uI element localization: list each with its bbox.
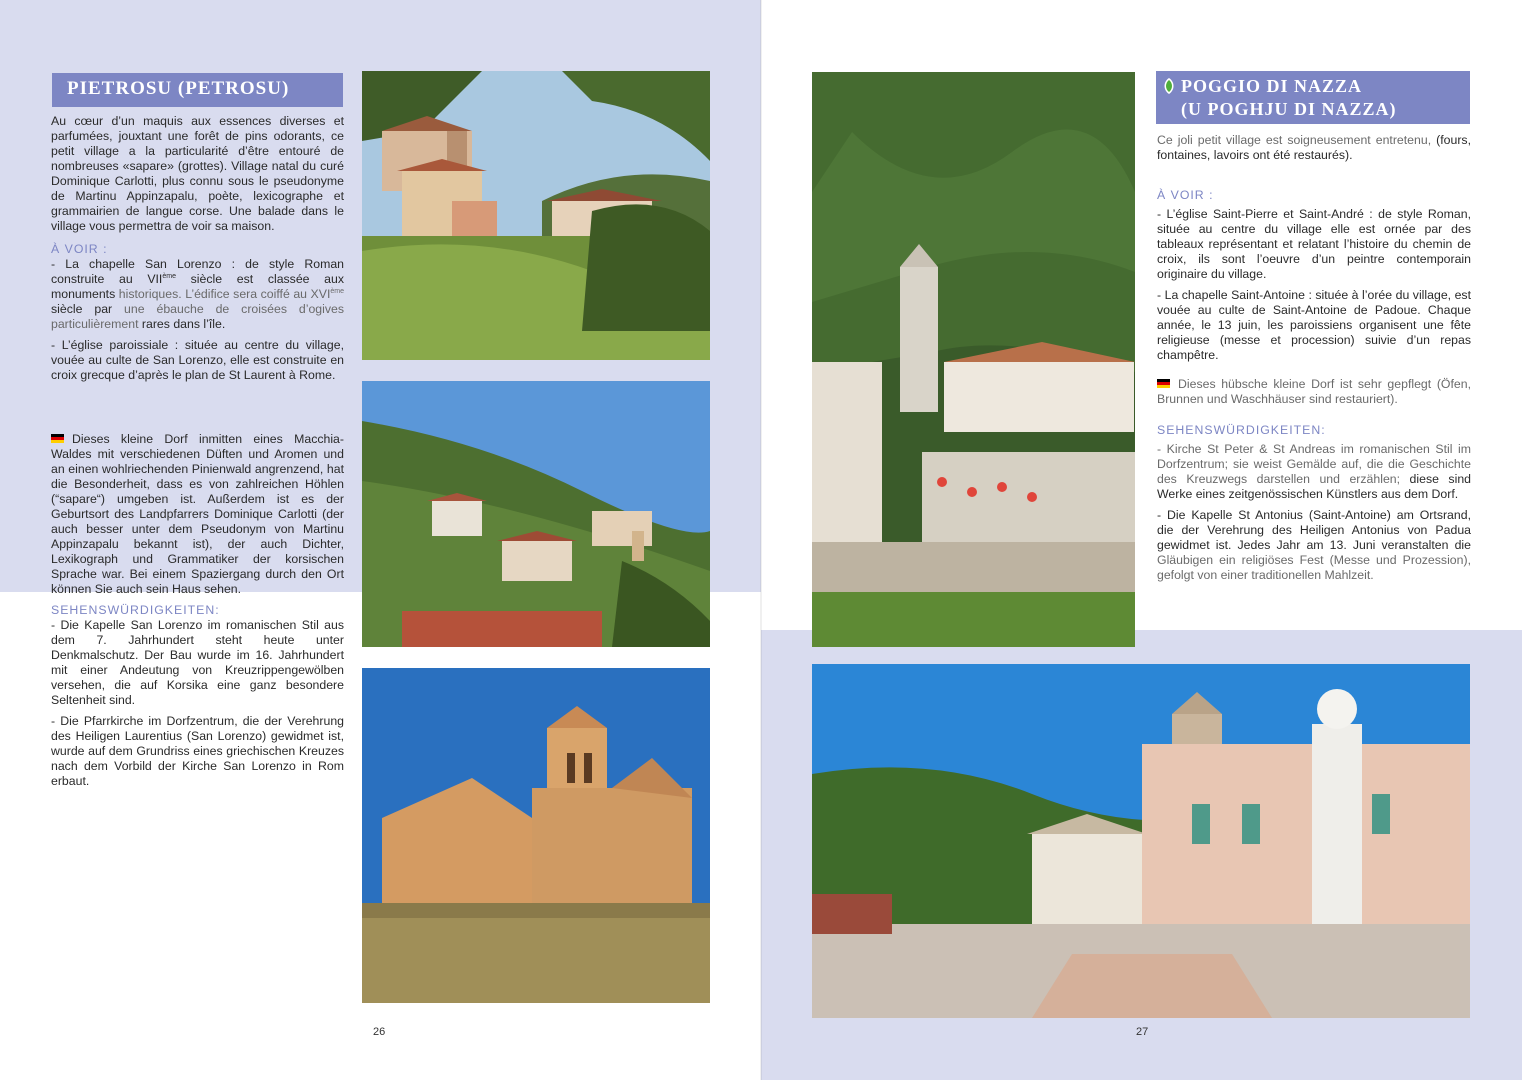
de-intro-text: Dieses kleine Dorf inmitten eines Macchia-Waldes mit verschiedenen Düften und Aromen und an einen wohlriechenden Pinienwald angrenzend, hat die Besonderheit, dass es von zahlreichen Höhlen (“sapare“) umgeben ist. Außerdem ist es der Geburtsort des Landpfarrers Dominique Carlotti (der auch besser unter dem Pseudonym von Martinu Appinzapalu bekannt ist), der auch Dichter, Lexikograph und Grammatiker der korsischen Sprache war. Bei einem Spaziergang durch den Ort können Sie auch sein Haus sehen. [51,432,344,596]
right-de-intro-text: Dieses hübsche kleine Dorf ist sehr gepflegt (Öfen, Brunnen und Waschhäuser sind restauriert). [1157,377,1471,406]
right-fr-item-eglise: - L’église Saint-Pierre et Saint-André : de style Roman, située au centre du village elle est ornée par des tableaux représentant et relatant l’histoire du chemin de croix, ils sont l’oeuvre d’un peintre contemporain originaire du village. [1157,207,1471,281]
german-flag-icon [51,434,64,443]
right-de-item-kapelle [1157,508,1471,583]
right-fr-heading: À VOIR : [1157,188,1214,202]
fr-intro: Au cœur d’un maquis aux essences diverses et parfumées, jouxtant une forêt de pins odorants, ce petit village a la particularité d’être entouré de nombreuses «sapare» (grottes). Village natal du curé Dominique Carlotti, plus connu sous le pseudonyme de Martinu Appinzapalu, poète, lexicographe et grammairien de langue corse. Une balade dans le village vous permettra de voir sa maison. [51,114,344,233]
page-number-right: 27 [1136,1026,1149,1038]
leaf-icon [1162,77,1176,95]
right-title-line-1: POGGIO DI NAZZA [1181,76,1363,96]
fr-item1-part-a: - La chapelle San Lorenzo : de style Roman construite au VII [51,257,344,286]
right-de-item2-part-a: - Die Kapelle St Antonius (Saint-Antoine) am Ortsrand, die der Verehrung des Heiligen Antonius von Padua gewidmet ist. Jedes Jahr am 13. Juni veranstalten die [1157,508,1471,552]
german-flag-icon [1157,379,1170,388]
right-de-item1-part-a: - Kirche St Peter & St Andreas im romanischen Stil im Dorfzentrum; sie weist Gemälde auf, die die Geschichte des Kreuzwegs darstellen und erzählen; [1157,442,1471,486]
left-page-title [52,73,343,107]
fr-item1-part-e: une ébauche de croisées d’ogives particulièrement [51,302,344,331]
de-heading: SEHENSWÜRDIGKEITEN: [51,603,220,617]
page-number-left: 26 [373,1026,386,1038]
right-fr-intro [1157,133,1471,163]
fr-item-eglise: - L’église paroissiale : située au centre du village, vouée au culte de San Lorenzo, elle est construite en croix grecque d’après le plan de St Laurent à Rome. [51,338,344,382]
fr-item1-part-b: siècle est classée aux monuments [51,272,345,301]
fr-item1-sup1: ème [162,273,176,280]
photo-pietrosu-church [362,668,710,1003]
fr-item1-part-d: siècle par [51,302,125,316]
fr-heading: À VOIR : [51,242,108,256]
fr-item1-sup2: ème [330,288,344,295]
de-item-pfarrkirche: - Die Pfarrkirche im Dorfzentrum, die der Verehrung des Heiligen Laurentius (San Lorenzo) gewidmet ist, wurde auf dem Grundriss eines griechischen Kreuzes nach dem Vorbild der Kirche San Lorenzo in Rom erbaut. [51,714,344,788]
photo-pietrosu-village [362,71,710,360]
de-item-kapelle: - Die Kapelle San Lorenzo im romanischen Stil aus dem 7. Jahrhundert steht heute unter Denkmalschutz. Der Bau wurde im 16. Jahrhundert mit einer Andeutung von Kreuzrippengewölben versehen, die auf Korsika eine ganz besondere Seltenheit sind. [51,618,344,707]
right-fr-intro-part-a: Ce joli petit village est soigneusement entretenu, [1157,133,1437,147]
de-intro [51,432,344,597]
fr-item-chapelle [51,257,344,332]
right-de-item-kirche [1157,442,1471,502]
fr-item1-part-f: rares dans l’île. [138,317,226,331]
right-de-intro [1157,377,1471,407]
right-title-line-2: (U POGHJU DI NAZZA) [1181,99,1397,119]
right-page-title [1156,71,1470,124]
right-de-heading: SEHENSWÜRDIGKEITEN: [1157,423,1326,437]
right-de-item1-part-b: diese sind Werke eines zeitgenössischen Künstlers aus dem Dorf. [1157,472,1471,501]
right-text-column [1157,133,1471,583]
left-page-title-text: PIETROSU (PETROSU) [67,78,290,99]
photo-poggio-aerial [812,72,1135,647]
right-fr-item-chapelle: - La chapelle Saint-Antoine : située à l’orée du village, est vouée au culte de Saint-Antoine de Padoue. Chaque année, le 13 juin, les paroissiens organisent une fête religieuse (messe et procession) suivie d’un repas champêtre. [1157,288,1471,362]
photo-pietrosu-hillside [362,381,710,647]
right-de-item2-part-b: Gläubigen ein religiöses Fest (Messe und Prozession), gefolgt von einer traditionellen Mahlzeit. [1157,553,1471,582]
fr-item1-part-c: historiques. L’édifice sera coiffé au XVI [118,287,331,301]
photo-poggio-square [812,664,1470,1018]
page-gutter [760,0,762,1080]
left-text-column [51,114,344,789]
right-fr-intro-part-b: (fours, fontaines, lavoirs ont été restaurés). [1157,133,1471,162]
